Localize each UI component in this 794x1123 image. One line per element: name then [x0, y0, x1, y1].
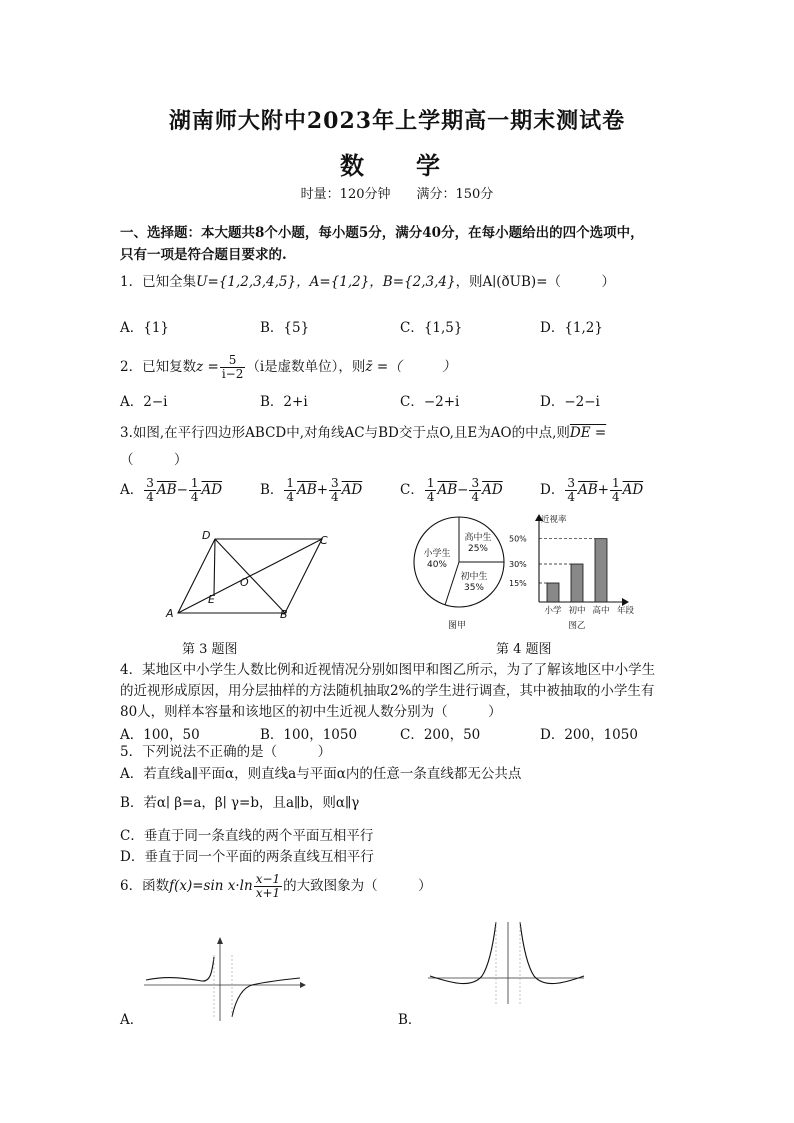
graph-a-right-curve — [232, 978, 300, 1017]
q3-option-a[interactable] — [120, 470, 222, 510]
exam-title: 湖南师大附中2023年上学期高一期末测试卷 — [168, 108, 626, 134]
q3-vector-de: DE = — [569, 425, 607, 441]
q3d-coef1-den: 4 — [567, 490, 575, 504]
exam-subject: 数 学 — [340, 151, 454, 180]
q6-option-a[interactable]: A． — [120, 1012, 144, 1028]
bar-x-label: 年段 — [617, 606, 635, 616]
q5-stem: 5．下列说法不正确的是（ ） — [120, 744, 332, 760]
q2-fraction — [220, 354, 246, 381]
q3d-operator: + — [597, 482, 609, 498]
q6-stem — [120, 867, 432, 905]
q3a-coef1-den: 4 — [146, 490, 154, 504]
q3c-vector-1: $\overline{AB}$ — [437, 482, 458, 498]
bar-0 — [547, 583, 559, 602]
q6-option-b[interactable]: B． — [398, 1012, 422, 1028]
question-1-stem — [120, 272, 615, 292]
q4-line2: 的近视形成原因，用分层抽样的方法随机抽取2%的学生进行调查，其中被抽取的小学生有 — [120, 683, 655, 699]
graph-a-left-curve — [146, 957, 214, 981]
point-d-label: D — [202, 529, 211, 542]
q4-option-d[interactable]: D．200，1050 — [540, 727, 638, 743]
q3d-vector-1: $\overline{AB}$ — [577, 482, 598, 498]
q3c-operator: − — [457, 482, 469, 498]
q3d-coef2-den: 4 — [611, 490, 620, 504]
figure-3-caption: 第 3 题图 — [182, 642, 238, 657]
q5-option-c[interactable]: C．垂直于同一条直线的两个平面互相平行 — [120, 828, 374, 844]
q3-option-a-label: A． — [120, 482, 144, 498]
q3a-operator: − — [176, 482, 188, 498]
figure-4-pie-chart — [412, 512, 512, 634]
question-2-stem — [120, 348, 456, 386]
bar-1 — [571, 564, 583, 602]
point-e-label: E — [208, 593, 215, 606]
segment-de — [214, 539, 215, 595]
q3-option-b-label: B． — [260, 482, 284, 498]
section-header — [120, 222, 700, 266]
bar-tick-label-2: 15% — [509, 579, 527, 588]
q3c-coef2-num: 3 — [471, 476, 480, 490]
q1-stem-tail: ，则A∣(ðUB)=（ ） — [455, 274, 616, 290]
diagonal-bd — [215, 539, 285, 613]
q4-line1: 4．某地区中小学生人数比例和近视情况分别如图甲和图乙所示，为了了解该地区中小学生 — [120, 662, 656, 678]
q6-function: f(x)=sin x·ln — [169, 878, 253, 894]
q2-frac-numerator: 5 — [220, 354, 246, 368]
q3b-coef2-num: 3 — [331, 476, 339, 490]
q3b-operator: + — [316, 482, 329, 498]
q3-stem-text: 3.如图,在平行四边形ABCD中,对角线AC与BD交于点O,且E为AO的中点,则 — [120, 425, 570, 441]
point-c-label: C — [320, 534, 328, 547]
bar-tick-label-0: 50% — [509, 534, 527, 544]
q3b-vector-1: $\overline{AB}$ — [297, 482, 317, 498]
q3d-vector-2: $\overline{AD}$ — [622, 482, 644, 498]
q3b-vector-2: $\overline{AD}$ — [341, 482, 363, 498]
q5-option-a[interactable]: A．若直线a∥平面α，则直线a与平面α内的任意一条直线都无公共点 — [120, 766, 522, 782]
q4-option-c[interactable]: C．200，50 — [400, 727, 481, 743]
pie-value-high: 25% — [467, 544, 489, 554]
q2-option-b[interactable]: B．2+i — [260, 394, 308, 410]
q3-option-d-label: D． — [540, 482, 565, 498]
q2-stem-text: 2．已知复数 — [120, 359, 197, 375]
q3a-coef2-num: 1 — [190, 476, 199, 490]
q2-option-d[interactable]: D．−2−i — [540, 394, 600, 410]
q3a-coef1-num: 3 — [146, 476, 154, 490]
q3b-coef1-den: 4 — [286, 490, 295, 504]
q1-option-c[interactable]: C．{1,5} — [400, 320, 463, 336]
q1-option-d[interactable]: D．{1,2} — [540, 320, 603, 336]
q3a-coef2-den: 4 — [190, 490, 199, 504]
q3-option-c[interactable] — [400, 470, 503, 510]
q6-graph-a — [140, 935, 310, 1025]
q3-option-d[interactable] — [540, 470, 643, 510]
q3-option-c-label: C． — [400, 482, 424, 498]
q2-option-c[interactable]: C．−2+i — [400, 394, 460, 410]
q3c-coef1-num: 1 — [426, 476, 435, 490]
q1-stem-text: 1．已知全集 — [120, 274, 197, 290]
q4-option-a[interactable]: A．100，50 — [120, 727, 200, 743]
q5-option-b[interactable]: B．若α∣ β=a，β∣ γ=b，且a∥b，则α∥γ — [120, 795, 360, 811]
q6-frac-denominator: x+1 — [255, 886, 281, 900]
q1-universal-set: U={1,2,3,4,5} — [196, 274, 297, 290]
section-header-line2: 只有一项是符合题目要求的. — [120, 247, 287, 263]
q3d-coef1-num: 3 — [567, 476, 575, 490]
figure-4-bar-chart — [505, 512, 655, 634]
bar-2 — [595, 539, 607, 602]
bar-x-arrow — [622, 598, 629, 606]
q3c-coef2-den: 4 — [471, 490, 480, 504]
graph-b-left-curve — [430, 922, 496, 984]
pie-value-primary: 40% — [426, 560, 448, 570]
q2-option-a[interactable]: A．2−i — [120, 394, 168, 410]
bar-category-label-2: 高中 — [592, 606, 610, 616]
q2-stem-middle: （i是虚数单位），则 — [246, 359, 366, 375]
q1-set-a: ，A={1,2} — [296, 274, 370, 290]
q3-option-b[interactable] — [260, 470, 362, 510]
q3b-coef1-num: 1 — [286, 476, 295, 490]
q3-stem-line2: （ ） — [120, 452, 188, 468]
graph-a-y-arrow — [217, 937, 223, 944]
q6-frac-numerator: x−1 — [255, 872, 281, 886]
q2-frac-denominator: i−2 — [221, 367, 244, 381]
bar-category-label-0: 小学 — [544, 606, 562, 616]
q3c-vector-2: $\overline{AD}$ — [482, 482, 503, 498]
q3a-vector-2: $\overline{AD}$ — [201, 482, 223, 498]
q1-option-a[interactable]: A．{1} — [120, 320, 170, 336]
bar-y-label: 近视率 — [541, 515, 567, 525]
q4-option-b[interactable]: B．100，1050 — [260, 727, 358, 743]
q6-graph-b — [424, 918, 594, 1008]
point-o-label: O — [240, 576, 249, 589]
figure-3-parallelogram — [160, 525, 340, 625]
q6-stem-text: 6．函数 — [120, 878, 170, 894]
q3a-vector-1: $\overline{AB}$ — [156, 482, 177, 498]
pie-value-middle: 35% — [463, 583, 485, 593]
q5-option-d[interactable]: D．垂直于同一个平面的两条直线互相平行 — [120, 849, 374, 865]
question-3-stem — [120, 423, 606, 443]
q2-zbar: z̄ =（ ） — [365, 359, 456, 375]
q1-set-b: ，B={2,3,4} — [369, 274, 456, 290]
q6-stem-tail: 的大致图象为（ ） — [283, 878, 432, 894]
graph-b-right-curve — [520, 922, 584, 984]
q3d-coef2-num: 1 — [611, 476, 620, 490]
q3b-coef2-den: 4 — [331, 490, 339, 504]
pie-label-high: 高中生 — [464, 533, 492, 543]
section-header-line1: 一、选择题：本大题共8个小题，每小题5分，满分40分，在每小题给出的四个选项中， — [120, 225, 644, 241]
point-a-label: A — [166, 607, 174, 620]
bar-category-label-1: 初中 — [568, 606, 586, 616]
q1-option-b[interactable]: B．{5} — [260, 320, 310, 336]
pie-caption: 图甲 — [447, 621, 467, 631]
pie-label-primary: 小学生 — [423, 549, 451, 559]
bar-tick-label-1: 30% — [509, 560, 527, 569]
q4-line3: 80人，则样本容量和该地区的初中生近视人数分别为（ ） — [120, 704, 502, 720]
figure-4-caption: 第 4 题图 — [496, 642, 552, 657]
pie-label-middle: 初中生 — [460, 572, 488, 582]
q3c-coef1-den: 4 — [426, 490, 435, 504]
graph-a-x-arrow — [300, 982, 306, 988]
point-b-label: B — [280, 608, 288, 621]
exam-time-info: 时量：120分钟 满分：150分 — [300, 187, 494, 202]
bar-caption: 图乙 — [568, 621, 586, 631]
q2-z-eq: z = — [196, 359, 219, 375]
